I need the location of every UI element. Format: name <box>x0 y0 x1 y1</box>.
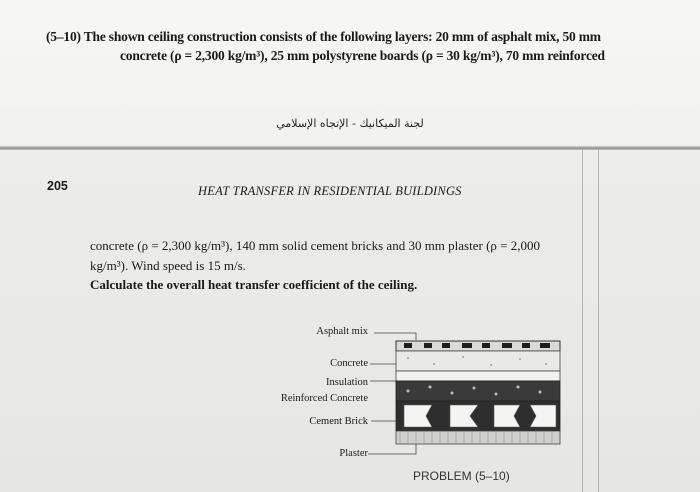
problem-body <box>90 236 670 295</box>
page-number: 205 <box>47 179 68 193</box>
figure-caption: PROBLEM (5–10) <box>413 469 510 483</box>
body-line-1: concrete (ρ = 2,300 kg/m³), 140 mm solid cement bricks and 30 mm plaster (ρ = 2,000 <box>90 238 540 253</box>
label-reinforced-concrete: Reinforced Concrete <box>280 393 368 404</box>
label-concrete: Concrete <box>330 358 368 369</box>
label-asphalt-mix: Asphalt mix <box>316 326 368 337</box>
page-crease <box>598 150 599 492</box>
page-crease <box>582 150 583 492</box>
problem-line-2: concrete (ρ = 2,300 kg/m³), 25 mm polystyrene boards (ρ = 30 kg/m³), 70 mm reinforced <box>120 48 605 63</box>
concrete-layer <box>396 351 560 371</box>
label-plaster: Plaster <box>339 448 368 459</box>
label-insulation: Insulation <box>326 377 368 388</box>
ceiling-diagram <box>258 320 568 492</box>
label-cement-brick: Cement Brick <box>309 416 368 427</box>
reinforced-concrete-layer <box>396 381 560 401</box>
running-head: HEAT TRANSFER IN RESIDENTIAL BUILDINGS <box>198 184 462 198</box>
layer-drawing <box>258 320 568 492</box>
question-text: Calculate the overall heat transfer coefficient of the ceiling. <box>90 277 418 292</box>
watermark-text: لجنة الميكانيك - الإتجاه الإسلامي <box>276 117 424 130</box>
body-line-2: kg/m³). Wind speed is 15 m/s. <box>90 257 246 273</box>
problem-line-1: (5–10) The shown ceiling construction consists of the following layers: 20 mm of asphalt mix, 50 mm <box>46 29 601 44</box>
asphalt-layer <box>396 341 560 351</box>
plaster-layer <box>396 431 560 444</box>
insulation-layer <box>396 371 560 381</box>
problem-statement-header <box>46 27 686 65</box>
